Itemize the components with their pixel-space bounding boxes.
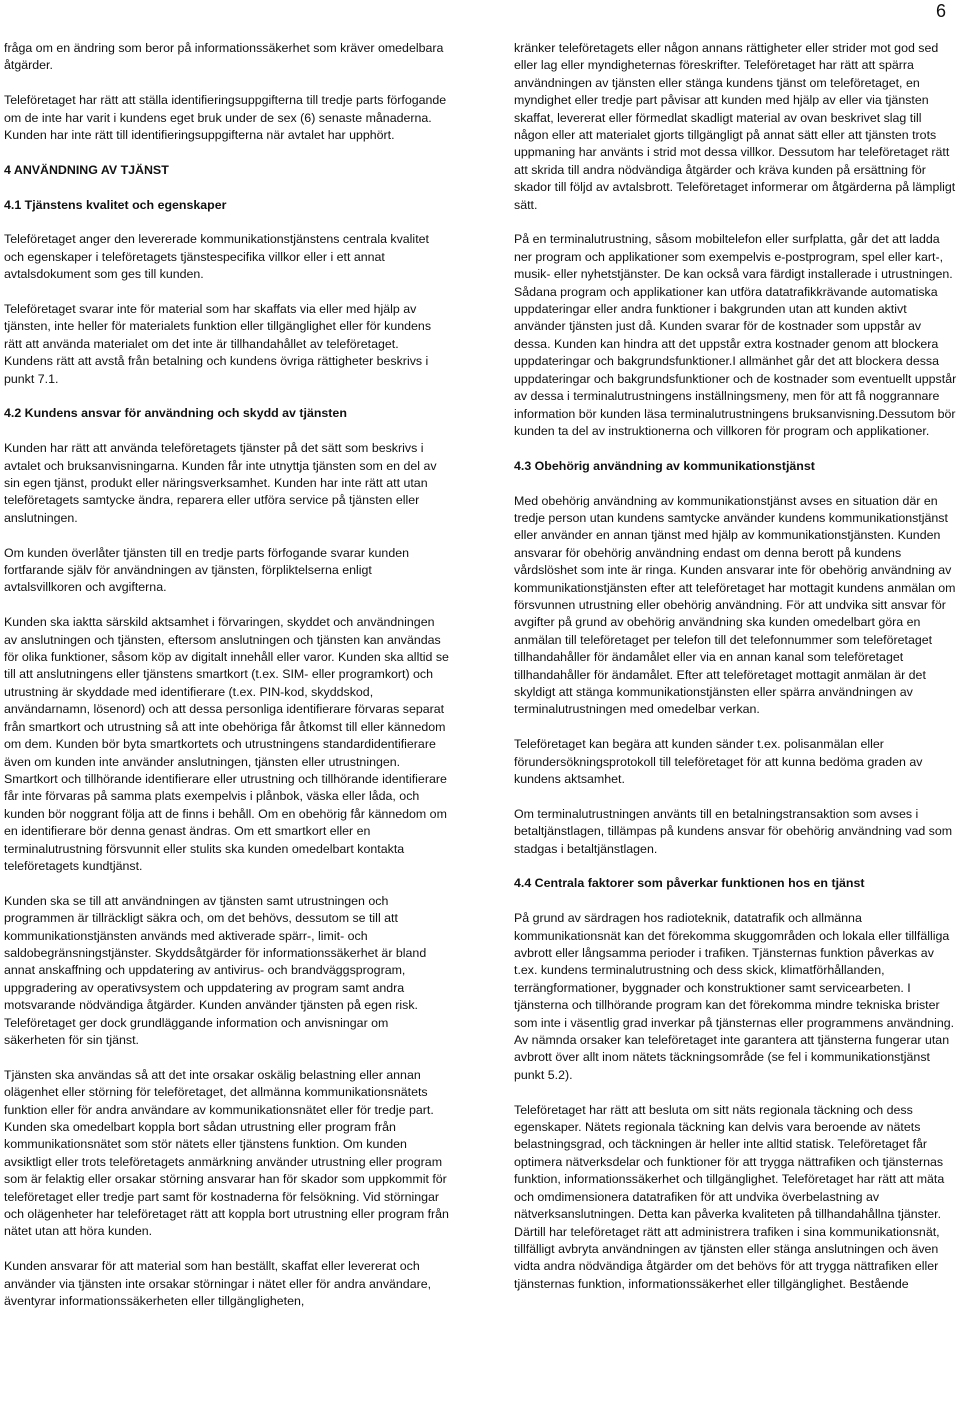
subsection-heading: 4.3 Obehörig användning av kommunikationstjänst (514, 458, 815, 473)
section-heading: 4 ANVÄNDNING AV TJÄNST (4, 162, 169, 177)
subsection-heading: 4.1 Tjänstens kvalitet och egenskaper (4, 197, 227, 212)
page-number: 6 (935, 1, 946, 21)
paragraph: Teleföretaget har rätt att besluta om sitt näts regionala täckning och dess egenskaper. Nätets regionala täckning kan delvis vara beroende av nätets belastningsgrad, och täckningen är heller inte alltid statisk. Teleföretaget får optimera nätverksdelar och funktioner för att trygga nättrafiken och tjänsternas funktion, informationssäkerhet och tillgänglighet. Teleföretaget har rätt att mäta och omdimensionera datatrafiken för att undvika överbelastning av nätverksanslutningen. Detta kan påverka kvaliteten på tillhandahållna tjänster. Därtill har teleföretaget rätt att administrera trafiken i sina kommunikationsnät, tillfälligt avbryta användningen av tjänsten eller stänga anslutningen och även vidta andra nödvändiga åtgärder om det behövs för att trygga nättrafiken eller tjänsternas funktion, informationssäkerhet eller tillgänglighet. Bestående (514, 1102, 945, 1291)
left-column (4, 40, 450, 1328)
paragraph: Tjänsten ska användas så att det inte orsakar oskälig belastning eller annan olägenhet eller störning för teleföretaget, det allmänna kommunikationsnätets funktion eller för andra användare av kommunikationsnätet eller för tredje part. Kunden ska omedelbart koppla bort sådan utrustning eller program från kommunikationsnätet som stör nätets eller tjänstens funktion. Om kunden avsiktligt eller trots teleföretagets anmärkning använder utrustning eller program som är felaktig eller orsakar störning ansvarar han för skador som uppkommit för teleföretaget eller tredje part samt för kostnaderna för felsökning. Vid störningar och olägenheter har teleföretaget rätt att koppla bort utrustning eller program från nätet utan att höra kunden. (4, 1067, 449, 1239)
paragraph: Teleföretaget anger den levererade kommunikationstjänstens centrala kvalitet och egenskaper i teleföretagets tjänstespecifika villkor eller i ett annat avtalsdokument som ges till kunden. (4, 232, 429, 282)
paragraph: På grund av särdragen hos radioteknik, datatrafik och allmänna kommunikationsnät kan det förekomma skuggområden och lokala eller tillfälliga avbrott eller långsamma perioder i trafiken. Tjänsternas funktion påverkas av t.ex. kundens terminalutrustning och dess skick, klimatförhållanden, terrängformationer, byggnader och konstruktioner samt servicearbeten. I tjänsterna och tillhörande program kan det förekomma mindre tekniska brister som inte i väsentlig grad inverkar på tjänsternas eller programmens användning. Av nämnda orsaker kan teleföretaget inte garantera att tjänsterna fungerar utan avbrott över allt inom nätets täckningsområde (se fel i kommunikationstjänst punkt 5.2). (514, 911, 955, 1082)
paragraph: Kunden ska se till att användningen av tjänsten samt utrustningen och programmen är tillräckligt säkra och, om det behövs, dessutom se till att kommunikationstjänsten används med aktiverade spärr-, limit- och saldobegränsningstjänster. Skyddsåtgärder för informationssäkerhet är bland annat anskaffning och uppdatering av antivirus- och brandväggsprogram, uppgradering av operativsystem och uppdatering av program samt andra motsvarande nödvändiga åtgärder. Kunden använder tjänsten på egen risk. Teleföretaget ger dock grundläggande information och anvisningar om säkerheten för sin tjänst. (4, 893, 427, 1047)
right-column (514, 40, 958, 1311)
subsection-heading: 4.4 Centrala faktorer som påverkar funktionen hos en tjänst (514, 876, 865, 891)
paragraph: Kunden har rätt att använda teleföretagets tjänster på det sätt som beskrivs i avtalet och bruksanvisningarna. Kunden får inte utnyttja tjänsten som en del av sin egen tjänst, produkt eller näringsverksamhet. Kunden har inte rätt att utan teleföretagets samtycke ändra, reparera eller utföra service på tjänsten eller anslutningen. (4, 441, 437, 525)
paragraph: Kunden ansvarar för att material som han beställt, skaffat eller levererat och använder via tjänsten inte orsakar störningar i nätet eller för andra användare, äventyrar informationssäkerheten eller tillgängligheten, (4, 1259, 432, 1309)
paragraph: kränker teleföretagets eller någon annans rättigheter eller strider mot god sed eller lag eller myndigheternas föreskrifter. Teleföretaget har rätt att spärra användningen av tjänsten eller stänga kundens tjänst om teleföretaget, en myndighet eller tredje part påvisar att kunden med hjälp av eller via tjänsten skaffat, levererat eller förmedlat skadligt material av ovan beskrivet slag till någon eller att materialet gjorts tillgängligt på annat sätt eller att tjänsten trots uppmaning har använts i strid mot dessa villkor. Dessutom har teleföretaget rätt att skrida till andra nödvändiga åtgärder och kräva kunden på ersättning för skador till följd av avtalsbrott. Teleföretaget informerar om åtgärderna på lämpligt sätt. (514, 41, 956, 212)
paragraph: Med obehörig användning av kommunikationstjänst avses en situation där en tredje person utan kundens samtycke använder kundens kommunikationstjänst eller använder en annan tjänst med hjälp av kommunikationstjänsten. Kunden ansvarar för obehörig användning endast om denna berott på kundens vårdslöshet som inte är ringa. Kunden ansvarar inte för obehörig användning av kommunikationstjänsten efter att teleföretaget har mottagit kundens anmälan om försvunnen utrustning eller obehörig användning. För att undvika sitt ansvar för avgifter på grund av obehörig användning ska kunden omedelbart göra en anmälan till teleföretaget per telefon till det telefonnummer som teleföretaget tillhandahåller för ändamålet eller via en annan kanal som teleföretaget tillhandahåller för ändamålet. Efter att teleföretaget mottagit anmälan är det skyldigt att stänga kommunikationstjänsten eller spärra användningen av terminalutrustningen med omedelbar verkan. (514, 493, 956, 717)
paragraph: På en terminalutrustning, såsom mobiltelefon eller surfplatta, går det att ladda ner program och applikationer som exempelvis e-postprogram, spel eller kart-, musik- eller nyhetstjänster. De kan också vara färdigt installerade i utrustningen. Sådana program och applikationer kan utföra datatrafikkrävande automatiska uppdateringar eller andra funktioner i bakgrunden utan att kunden aktivt använder tjänsten just då. Kunden svarar för de kostnader som uppstår av dessa. Kunden kan hindra att det uppstår extra kostnader genom att blockera uppdateringar och bakgrundsfunktioner.I allmänhet går det att blockera dessa uppdateringar och bakgrundsfunktioner och de kostnader som eventuellt uppstår av dessa i terminalutrustningens inställningsmeny, men för att få noggrannare information bör kunden läsa terminalutrustningens bruksanvisning.Dessutom bör kunden ta del av instruktionerna och villkoren för program och applikationer. (514, 232, 957, 438)
paragraph: Kunden ska iaktta särskild aktsamhet i förvaringen, skyddet och användningen av anslutningen och tjänsten, eftersom anslutningen och tjänsten kan användas för olika funktioner, såsom köp av digitalt innehåll eller varor. Kunden ska alltid se till att anslutningens eller tjänstens smartkort (t.ex. SIM- eller programkort) och utrustning är skyddade med identifierare (t.ex. PIN-kod, skyddskod, användarnamn, lösenord) och att dessa personliga identifierare förvaras separat från smartkort och utrustning så att inte obehöriga får åtkomst till eller kännedom om dem. Kunden bör byta smartkortets och utrustningens standardidentifierare även om kunden inte använder anslutningen, tjänsten eller utrustningen. Smartkort och tillhörande identifierare eller utrustning och tillhörande identifierare får inte förvaras på samma plats exempelvis i plånbok, väska eller låda, och kunden bör noggrant följa att de finns i behåll. Om en obehörig får kännedom om en identifierare bör denna genast ändras. Om ett smartkort eller en terminalutrustning försvunnit eller stulits ska kunden omedelbart kontakta teleföretagets kundtjänst. (4, 615, 449, 873)
paragraph: fråga om en ändring som beror på informationssäkerhet som kräver omedelbara åtgärder. (4, 41, 444, 73)
paragraph: Om kunden överlåter tjänsten till en tredje parts förfogande svarar kunden fortfarande själv för användningen av tjänsten, förpliktelserna enligt avtalsvillkoren och avgifterna. (4, 545, 409, 595)
paragraph: Teleföretaget svarar inte för material som har skaffats via eller med hjälp av tjänsten, inte heller för materialets funktion eller tillgänglighet eller för kundens rätt att använda materialet om det inte är tillhandahållet av teleföretaget. Kundens rätt att avstå från betalning och kundens övriga rättigheter beskrivs i punkt 7.1. (4, 302, 432, 386)
paragraph: Om terminalutrustningen använts till en betalningstransaktion som avses i betaltjänstlagen, tillämpas på kundens ansvar för obehörig användning vad som stadgas i betaltjänstlagen. (514, 806, 953, 856)
paragraph: Teleföretaget kan begära att kunden sänder t.ex. polisanmälan eller förundersökningsprotokoll till teleföretaget för att kunna bedöma graden av kundens aktsamhet. (514, 737, 923, 786)
paragraph: Teleföretaget har rätt att ställa identifieringsuppgifterna till tredje parts förfogande om de inte har varit i kundens eget bruk under de sex (6) senaste månaderna. Kunden har inte rätt till identifieringsuppgifterna när avtalet har upphört. (4, 93, 447, 143)
subsection-heading: 4.2 Kundens ansvar för användning och skydd av tjänsten (4, 406, 347, 421)
